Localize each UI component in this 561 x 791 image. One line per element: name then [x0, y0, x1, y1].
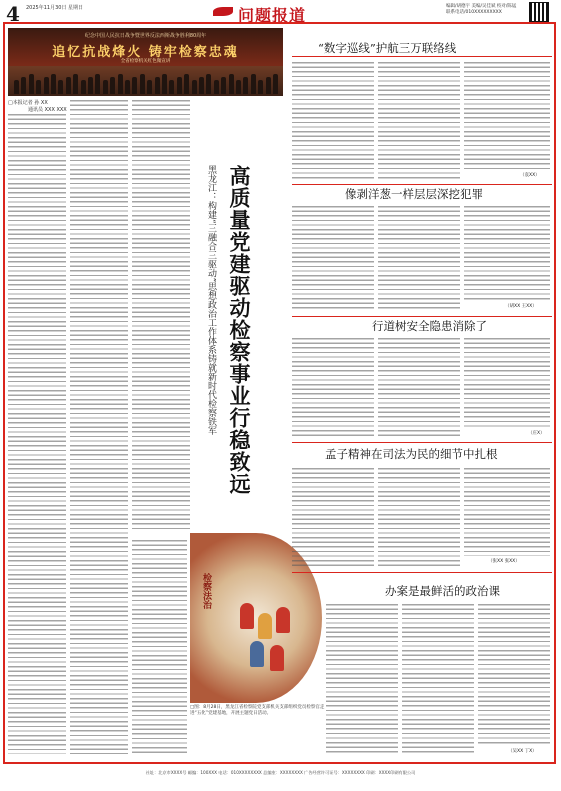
article-1-rule	[292, 56, 552, 57]
stage-figure	[266, 77, 271, 94]
article-1-body-b	[378, 62, 460, 180]
article-5-author: （吴XX 丁X）	[508, 749, 537, 754]
photo-seal-text: 检察法治	[201, 573, 211, 609]
article-4-body-c	[464, 468, 550, 556]
stage-figure	[221, 77, 226, 94]
article-4-body-b	[378, 468, 460, 566]
stage-figure	[73, 74, 78, 94]
divider	[292, 572, 552, 573]
photo-figure	[276, 607, 290, 633]
article-body-column-2	[70, 100, 128, 754]
stage-figure	[29, 74, 34, 94]
editors-line: 编辑/胡德宇 美编/吴佳斌 校对/陈锰 联系电话/010XXXXXXXXX	[446, 4, 517, 15]
photo-figure	[250, 641, 264, 667]
section-leaf-icon	[213, 7, 233, 16]
article-1-author: （袁XX）	[520, 173, 540, 178]
hero-banner	[8, 28, 283, 96]
stage-figure	[177, 77, 182, 94]
stage-figure	[81, 80, 86, 94]
article-3-body-c	[464, 338, 550, 428]
stage-figure	[51, 74, 56, 94]
article-1-title: “数字巡线”护航三万联络线	[318, 41, 457, 55]
stage-figure	[192, 80, 197, 94]
page-footer: 社址：北京市XXXX号 邮编：100XXX 电话：010XXXXXXXX 总编室：XXXXXXXX 广告经营许可证号：XXXXXXXX 印刷：XXXX印刷有限公司	[145, 770, 416, 775]
stage-figure	[132, 77, 137, 94]
main-headline: 高质量党建驱动检察事业行稳致远	[227, 165, 252, 495]
stage-figure	[36, 80, 41, 94]
stage-figure	[44, 77, 49, 94]
stage-figure	[21, 77, 26, 94]
date-line: 2025年11月30日 星期日	[26, 5, 84, 11]
divider	[292, 442, 552, 443]
hero-title: 追忆抗战烽火 铸牢检察忠魂	[52, 45, 239, 60]
stage-figure	[147, 80, 152, 94]
stage-figure	[118, 74, 123, 94]
stage-figure	[199, 77, 204, 94]
article-2-body-b	[378, 206, 460, 312]
article-4-author: （张XX 张XX）	[488, 559, 520, 564]
stage-figure	[229, 74, 234, 94]
correspondent-line: 通讯员 XXX XXX	[28, 107, 67, 113]
stage-figure	[14, 80, 19, 94]
stage-figure	[110, 77, 115, 94]
stage-figure	[162, 74, 167, 94]
photo-figure	[270, 645, 284, 671]
stage-figure	[66, 77, 71, 94]
article-3-title: 行道树安全隐患消除了	[372, 319, 487, 333]
article-2-title: 像剥洋葱一样层层深挖犯罪	[345, 187, 483, 201]
stage-figure	[258, 80, 263, 94]
stage-figure	[140, 74, 145, 94]
qr-code-icon	[529, 2, 549, 22]
article-body-column-3	[132, 100, 190, 530]
stage-figure	[236, 80, 241, 94]
stage-figure	[206, 74, 211, 94]
stage-figure	[58, 80, 63, 94]
stage-figure	[155, 77, 160, 94]
stage-photo	[8, 66, 283, 96]
photo-caption: □图：8月28日，黑龙江省检察院党支部机关支部组织党员检察官走进“五化”党建基地，开展主题党日活动。	[190, 705, 325, 716]
stage-figure	[169, 80, 174, 94]
article-4-title: 孟子精神在司法为民的细节中扎根	[325, 447, 498, 461]
section-title: 问题报道	[238, 6, 307, 25]
article-5-body-c	[478, 604, 550, 746]
article-body-column-1	[8, 114, 66, 754]
stage-figure	[273, 74, 278, 94]
article-2-author: （胡XX 王XX）	[505, 304, 537, 309]
main-subheadline: 黑龙江：构建“三融合三驱动”思想政治工作体系铸就新时代检察铁军	[206, 165, 216, 436]
article-2-body-c	[464, 206, 550, 302]
article-5-body-a	[326, 604, 398, 754]
photo-figure	[258, 613, 272, 639]
hero-top-text: 纪念中国人民抗日战争暨世界反法西斯战争胜利80周年	[84, 33, 207, 39]
divider	[292, 316, 552, 317]
article-3-author: （庄X）	[528, 431, 545, 436]
article-1-body-c	[464, 62, 550, 170]
stage-figure	[88, 77, 93, 94]
article-4-body-a	[292, 468, 374, 566]
stage-figure	[125, 80, 130, 94]
stage-figure	[103, 80, 108, 94]
stage-figure	[251, 74, 256, 94]
stage-figure	[214, 80, 219, 94]
article-body-column-3b	[132, 540, 187, 754]
article-1-body-a	[292, 62, 374, 180]
stage-figure	[184, 74, 189, 94]
stage-figure	[95, 74, 100, 94]
page-number: 4	[6, 2, 20, 26]
article-2-body-a	[292, 206, 374, 312]
article-3-body-a	[292, 338, 374, 438]
article-5-body-b	[402, 604, 474, 754]
stage-figure	[243, 77, 248, 94]
article-5-title: 办案是最鲜活的政治课	[385, 584, 500, 598]
hero-subtitle: 全省检察机关红色微宣讲	[120, 59, 171, 64]
article-3-body-b	[378, 338, 460, 438]
photo-figure	[240, 603, 254, 629]
divider	[292, 184, 552, 185]
reporter-line: □本报记者 孙 XX	[8, 100, 48, 106]
